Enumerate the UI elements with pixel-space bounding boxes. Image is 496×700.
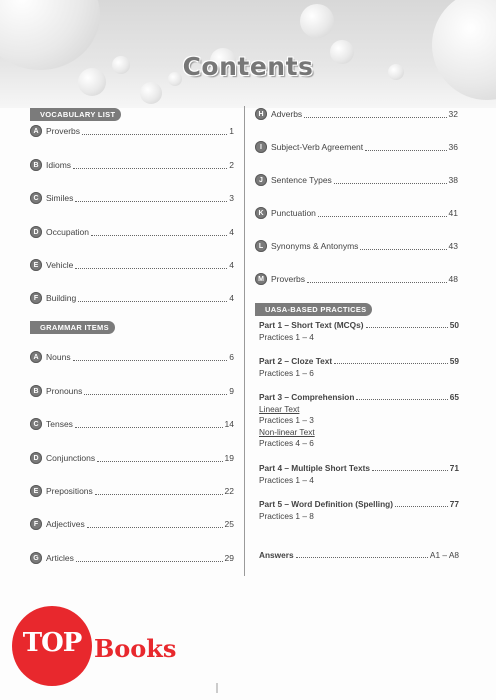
entry-page: 36 <box>448 142 458 152</box>
dot-leader <box>73 354 228 361</box>
dot-leader <box>372 470 448 471</box>
dot-leader <box>395 506 448 507</box>
entry-label: Subject-Verb Agreement <box>271 142 364 152</box>
dot-leader <box>356 399 447 400</box>
letter-badge: C <box>30 418 42 430</box>
entry-label: Vehicle <box>46 260 74 270</box>
entry-page: 14 <box>224 419 234 429</box>
entry-label: Building <box>46 293 77 303</box>
dot-leader <box>334 363 448 364</box>
entry-label: Similes <box>46 193 74 203</box>
answers-entry[interactable] <box>259 550 459 562</box>
toc-entry[interactable] <box>30 192 234 204</box>
dot-leader <box>365 144 446 151</box>
part-title: Part 1 – Short Text (MCQs) <box>259 320 364 330</box>
dot-leader <box>73 162 227 169</box>
dot-leader <box>366 327 448 328</box>
letter-badge: J <box>255 174 267 186</box>
entry-page: 4 <box>229 227 234 237</box>
entry-label: Adjectives <box>46 519 85 529</box>
letter-badge: L <box>255 240 267 252</box>
practice-part[interactable] <box>259 463 459 486</box>
dot-leader <box>84 388 227 395</box>
entry-label: Occupation <box>46 227 89 237</box>
toc-entry[interactable] <box>30 385 234 397</box>
dot-leader <box>82 128 227 135</box>
toc-entry[interactable] <box>30 226 234 238</box>
entry-label: Proverbs <box>46 126 81 136</box>
entry-page: 4 <box>229 260 234 270</box>
dot-leader <box>75 262 227 269</box>
dot-leader <box>78 295 227 302</box>
part-title: Part 3 – Comprehension <box>259 392 355 402</box>
dot-leader <box>97 455 222 462</box>
logo-top-text: TOP <box>22 628 82 658</box>
entry-label: Tenses <box>46 419 73 429</box>
letter-badge: D <box>30 226 42 238</box>
dot-leader <box>76 555 223 562</box>
toc-entry[interactable] <box>30 552 234 564</box>
section-heading-grammar: GRAMMAR ITEMS <box>30 321 115 334</box>
section-heading-vocabulary: VOCABULARY LIST <box>30 108 121 121</box>
entry-label: Proverbs <box>271 274 306 284</box>
entry-label: Pronouns <box>46 386 83 396</box>
decor-bubble <box>300 4 334 38</box>
entry-page: 32 <box>448 109 458 119</box>
entry-page: 4 <box>229 293 234 303</box>
part-subline: Practices 1 – 4 <box>259 331 314 342</box>
letter-badge: F <box>30 518 42 530</box>
part-subline: Practices 4 – 6 <box>259 438 314 448</box>
part-page: 59 <box>449 356 459 366</box>
entry-page: 6 <box>229 352 234 362</box>
dot-leader <box>296 557 428 558</box>
answers-page: A1 – A8 <box>429 550 459 560</box>
entry-label: Punctuation <box>271 208 316 218</box>
entry-label: Nouns <box>46 352 71 362</box>
dot-leader <box>334 177 447 184</box>
dot-leader <box>75 195 227 202</box>
entry-label: Sentence Types <box>271 175 332 185</box>
letter-badge: K <box>255 207 267 219</box>
topbooks-logo <box>12 606 92 686</box>
toc-entry[interactable] <box>30 452 234 464</box>
entry-label: Idioms <box>46 160 72 170</box>
letter-badge: I <box>255 141 267 153</box>
letter-badge: A <box>30 351 42 363</box>
entry-page: 2 <box>229 160 234 170</box>
part-subheading-nonlinear: Non-linear Text <box>259 426 315 437</box>
toc-entry[interactable] <box>255 108 458 120</box>
letter-badge: E <box>30 485 42 497</box>
part-page: 50 <box>449 320 459 330</box>
entry-label: Adverbs <box>271 109 303 119</box>
toc-entry[interactable] <box>30 159 234 171</box>
entry-page: 41 <box>448 208 458 218</box>
letter-badge: G <box>30 552 42 564</box>
toc-entry[interactable] <box>255 207 458 219</box>
toc-entry[interactable] <box>255 240 458 252</box>
part-subline: Practices 1 – 3 <box>259 415 314 425</box>
practice-part[interactable] <box>259 392 459 450</box>
letter-badge: B <box>30 159 42 171</box>
entry-page: 29 <box>224 553 234 563</box>
part-subline: Practices 1 – 8 <box>259 510 314 521</box>
entry-page: 48 <box>448 274 458 284</box>
letter-badge: D <box>30 452 42 464</box>
dot-leader <box>360 243 446 250</box>
toc-entry[interactable] <box>255 273 458 285</box>
letter-badge: A <box>30 125 42 137</box>
letter-badge: B <box>30 385 42 397</box>
practice-part[interactable] <box>259 320 459 343</box>
part-subline: Practices 1 – 6 <box>259 367 314 378</box>
part-page: 71 <box>449 463 459 473</box>
practice-part[interactable] <box>259 499 459 522</box>
dot-leader <box>91 229 227 236</box>
toc-entry[interactable] <box>30 351 234 363</box>
dot-leader <box>95 488 223 495</box>
letter-badge: M <box>255 273 267 285</box>
entry-page: 38 <box>448 175 458 185</box>
page-title: Contents <box>182 52 314 81</box>
toc-entry[interactable] <box>30 292 234 304</box>
entry-label: Conjunctions <box>46 453 96 463</box>
dot-leader <box>87 521 223 528</box>
column-divider <box>244 106 245 576</box>
letter-badge: E <box>30 259 42 271</box>
toc-entry[interactable] <box>30 259 234 271</box>
letter-badge: C <box>30 192 42 204</box>
entry-page: 19 <box>224 453 234 463</box>
practice-part[interactable] <box>259 356 459 379</box>
decor-bubble <box>140 82 162 104</box>
entry-page: 9 <box>229 386 234 396</box>
print-mark <box>216 683 218 693</box>
toc-entry[interactable] <box>30 518 234 530</box>
dot-leader <box>75 421 223 428</box>
answers-label: Answers <box>259 550 294 560</box>
part-title: Part 5 – Word Definition (Spelling) <box>259 499 393 509</box>
dot-leader <box>318 210 447 217</box>
entry-page: 3 <box>229 193 234 203</box>
part-title: Part 4 – Multiple Short Texts <box>259 463 370 473</box>
entry-label: Articles <box>46 553 74 563</box>
toc-entry[interactable] <box>30 125 234 137</box>
part-subheading-linear: Linear Text <box>259 403 300 414</box>
section-heading-uasa: UASA-BASED PRACTICES <box>255 303 372 316</box>
toc-entry[interactable] <box>255 141 458 153</box>
toc-entry[interactable] <box>30 418 234 430</box>
entry-label: Synonyms & Antonyms <box>271 241 359 251</box>
dot-leader <box>307 276 447 283</box>
entry-page: 1 <box>229 126 234 136</box>
dot-leader <box>304 111 446 118</box>
entry-page: 25 <box>224 519 234 529</box>
part-subline: Practices 1 – 4 <box>259 474 314 485</box>
part-page: 77 <box>449 499 459 509</box>
entry-page: 22 <box>224 486 234 496</box>
logo-books-text: Books <box>94 634 177 663</box>
part-page: 65 <box>449 392 459 402</box>
toc-entry[interactable] <box>30 485 234 497</box>
part-title: Part 2 – Cloze Text <box>259 356 333 366</box>
entry-label: Prepositions <box>46 486 93 496</box>
letter-badge: H <box>255 108 267 120</box>
entry-page: 43 <box>448 241 458 251</box>
toc-entry[interactable] <box>255 174 458 186</box>
letter-badge: F <box>30 292 42 304</box>
